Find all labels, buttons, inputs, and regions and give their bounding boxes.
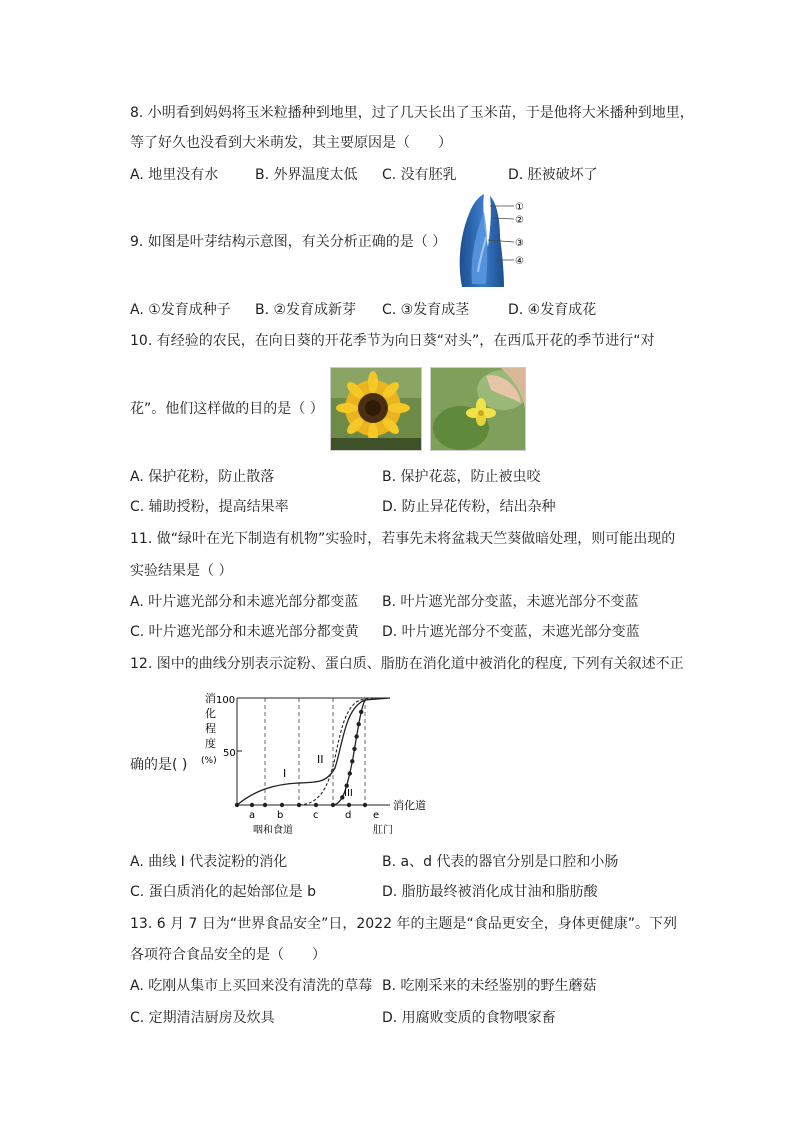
q10-option-c[interactable]: C. 辅助授粉，提高结果率 [130, 499, 289, 515]
q10-stem-line1: 10. 有经验的农民，在向日葵的开花季节为向日葵“对头”，在西瓜开花的季节进行“对 [130, 333, 655, 349]
curve-iii-point-5 [352, 747, 356, 751]
q13-option-b[interactable]: B. 吃刚采来的未经鉴别的野生蘑菇 [382, 978, 597, 994]
axis-point-6 [314, 803, 318, 807]
q11-option-a[interactable]: A. 叶片遮光部分和未遮光部分都变蓝 [130, 594, 359, 610]
segment-label-a: a [249, 810, 256, 821]
q12-option-b[interactable]: B. a、d 代表的器官分别是口腔和小肠 [382, 854, 619, 870]
axis-point-1 [235, 803, 239, 807]
axis-point-9 [363, 803, 367, 807]
ylabel-char-1: 消 [205, 692, 216, 705]
segment-label-e: e [373, 810, 380, 821]
axis-point-7 [331, 803, 335, 807]
ylabel-char-5: (%) [201, 756, 217, 766]
curve-label-ii: II [317, 753, 324, 766]
q9-stem: 9. 如图是叶芽结构示意图，有关分析正确的是（ ） [130, 234, 447, 250]
curve-label-i: I [283, 767, 287, 780]
q13-stem-line1: 13. 6 月 7 日为“世界食品安全”日，2022 年的主题是“食品更安全，身体更健康”。下列 [130, 916, 677, 932]
q9-option-a[interactable]: A. ①发育成种子 [130, 302, 231, 318]
axis-point-8 [347, 803, 351, 807]
below-label-esophagus: 咽和食道 [253, 825, 293, 836]
bud-label-2: ② [515, 215, 524, 226]
q13-stem-line2: 各项符合食品安全的是（ ） [130, 947, 326, 963]
q11-option-b[interactable]: B. 叶片遮光部分变蓝，未遮光部分不变蓝 [382, 594, 639, 610]
leaf-bud-diagram [452, 192, 532, 292]
q9-option-c[interactable]: C. ③发育成茎 [382, 302, 470, 318]
below-label-anus: 肛门 [373, 825, 393, 836]
q12-option-c[interactable]: C. 蛋白质消化的起始部位是 b [130, 884, 317, 900]
q9-option-d[interactable]: D. ④发育成花 [508, 302, 597, 318]
ytick-50: 50 [223, 748, 236, 759]
q10-option-a[interactable]: A. 保护花粉，防止散落 [130, 469, 275, 485]
curve-label-iii: III [344, 788, 353, 799]
curve-i-starch [237, 698, 390, 805]
bud-label-1: ① [515, 202, 524, 213]
axis-point-5 [297, 803, 301, 807]
curve-iii-point-4 [350, 759, 354, 763]
q8-option-d[interactable]: D. 胚被破坏了 [508, 167, 598, 183]
curve-iii-point-3 [348, 771, 352, 775]
axis-point-3 [263, 803, 267, 807]
segment-label-b: b [277, 810, 284, 821]
curve-iii-point-8 [359, 710, 363, 714]
q8-option-c[interactable]: C. 没有胚乳 [382, 167, 457, 183]
bud-label-3: ③ [515, 238, 524, 249]
bud-label-4: ④ [515, 256, 524, 267]
curve-iii-point-6 [354, 734, 358, 738]
q11-option-d[interactable]: D. 叶片遮光部分不变蓝，未遮光部分变蓝 [382, 624, 640, 640]
segment-label-c: c [313, 810, 319, 821]
ylabel-char-3: 程 [205, 722, 216, 735]
ylabel-char-2: 化 [205, 707, 216, 720]
segment-label-d: d [345, 810, 352, 821]
digestion-chart [195, 688, 440, 838]
curve-ii-protein [299, 698, 375, 805]
ylabel-char-4: 度 [205, 737, 216, 750]
axis-point-4 [280, 803, 284, 807]
q13-option-d[interactable]: D. 用腐败变质的食物喂家畜 [382, 1010, 556, 1026]
q12-stem-line2: 确的是( ) [130, 757, 188, 773]
q10-option-b[interactable]: B. 保护花蕊，防止被虫咬 [382, 469, 541, 485]
q8-stem-line2: 等了好久也没看到大米萌发，其主要原因是（ ） [130, 135, 452, 151]
y-axis-label [201, 691, 217, 766]
x-axis-label: 消化道 [393, 799, 426, 812]
q8-stem-line1: 8. 小明看到妈妈将玉米粒播种到地里，过了几天长出了玉米苗，于是他将大米播种到地里， [130, 105, 694, 121]
q12-option-a[interactable]: A. 曲线 I 代表淀粉的消化 [130, 854, 288, 870]
q11-option-c[interactable]: C. 叶片遮光部分和未遮光部分都变黄 [130, 624, 359, 640]
axis-point-2 [250, 803, 254, 807]
q13-option-c[interactable]: C. 定期清洁厨房及炊具 [130, 1010, 275, 1026]
q9-option-b[interactable]: B. ②发育成新芽 [255, 302, 357, 318]
q13-option-a[interactable]: A. 吃刚从集市上买回来没有清洗的草莓 [130, 978, 373, 994]
q11-stem-line1: 11. 做“绿叶在光下制造有机物”实验时，若事先未将盆栽天竺葵做暗处理，则可能出现的 [130, 531, 676, 547]
ytick-100: 100 [216, 695, 236, 706]
q8-option-a[interactable]: A. 地里没有水 [130, 167, 219, 183]
q8-option-b[interactable]: B. 外界温度太低 [255, 167, 358, 183]
q12-option-d[interactable]: D. 脂肪最终被消化成甘油和脂肪酸 [382, 884, 598, 900]
q10-option-d[interactable]: D. 防止异花传粉，结出杂种 [382, 499, 556, 515]
q12-stem-line1: 12. 图中的曲线分别表示淀粉、蛋白质、脂肪在消化道中被消化的程度, 下列有关叙述不正 [130, 656, 684, 672]
curve-iii-point-7 [357, 722, 361, 726]
q10-stem-line2: 花”。他们这样做的目的是（ ） [130, 401, 324, 417]
sunflower-photo [330, 367, 422, 451]
q11-stem-line2: 实验结果是（ ） [130, 563, 233, 579]
watermelon-flower-photo [430, 367, 526, 451]
